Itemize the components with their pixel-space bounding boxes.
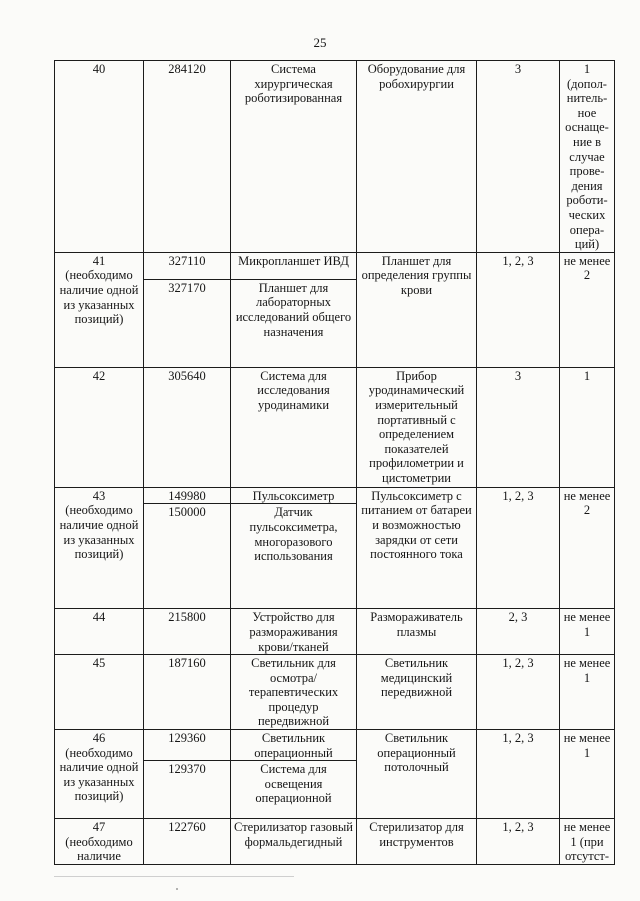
type-cell: Стерилизатор для инструментов [357, 819, 477, 865]
type-cell: Светильник медицинский передвижной [357, 655, 477, 730]
quantity-cell: 1 (допол-нитель-ное оснаще-ние в случае прове-дения роботи-ческих опера-ций) [560, 61, 615, 253]
item-number-cell: 41 (необходимо наличие одной из указанных позиций) [55, 252, 144, 367]
equipment-table [54, 60, 615, 865]
quantity-cell: не менее 1 (при отсутст- [560, 819, 615, 865]
name-cell: Датчик пульсоксиметра, многоразового использования [231, 504, 357, 609]
type-cell: Пульсоксиметр с питанием от батареи и возможностью зарядки от сети постоянного тока [357, 487, 477, 609]
table-row [55, 367, 615, 487]
quantity-cell: не менее 2 [560, 487, 615, 609]
levels-cell: 1, 2, 3 [477, 655, 560, 730]
code-cell: 305640 [144, 367, 231, 487]
item-number-cell: 40 [55, 61, 144, 253]
table-row [55, 819, 615, 865]
type-cell: Планшет для определения группы крови [357, 252, 477, 367]
name-cell: Пульсоксиметр [231, 487, 357, 504]
item-number-cell: 43 (необходимо наличие одной из указанных позиций) [55, 487, 144, 609]
name-cell: Система для исследования уродинамики [231, 367, 357, 487]
name-cell: Светильник операционный [231, 730, 357, 761]
quantity-cell: не менее 1 [560, 655, 615, 730]
code-cell: 284120 [144, 61, 231, 253]
table-row [55, 609, 615, 655]
name-cell: Устройство для размораживания крови/тканей [231, 609, 357, 655]
code-cell: 122760 [144, 819, 231, 865]
name-cell: Планшет для лабораторных исследований общего назначения [231, 279, 357, 367]
table-row [55, 655, 615, 730]
name-cell: Стерилизатор газовый формальдегидный [231, 819, 357, 865]
table-row [55, 730, 615, 761]
levels-cell: 1, 2, 3 [477, 487, 560, 609]
item-number-cell: 46 (необходимо наличие одной из указанных позиций) [55, 730, 144, 819]
scan-speck [176, 888, 178, 890]
quantity-cell: не менее 1 [560, 609, 615, 655]
name-cell: Светильник для осмотра/ терапевтических процедур передвижной [231, 655, 357, 730]
code-cell: 129370 [144, 761, 231, 819]
code-cell: 149980 [144, 487, 231, 504]
quantity-cell: не менее 1 [560, 730, 615, 819]
table-row [55, 252, 615, 279]
code-cell: 187160 [144, 655, 231, 730]
item-number-cell: 44 [55, 609, 144, 655]
code-cell: 129360 [144, 730, 231, 761]
levels-cell: 3 [477, 61, 560, 253]
table-row [55, 487, 615, 504]
item-number-cell: 47 (необходимо наличие [55, 819, 144, 865]
quantity-cell: не менее 2 [560, 252, 615, 367]
code-cell: 327110 [144, 252, 231, 279]
page-number: 25 [313, 35, 327, 50]
name-cell: Система хирургическая роботизированная [231, 61, 357, 253]
type-cell: Светильник операционный потолочный [357, 730, 477, 819]
name-cell: Система для освещения операционной [231, 761, 357, 819]
levels-cell: 1, 2, 3 [477, 819, 560, 865]
levels-cell: 1, 2, 3 [477, 730, 560, 819]
code-cell: 215800 [144, 609, 231, 655]
levels-cell: 1, 2, 3 [477, 252, 560, 367]
item-number-cell: 42 [55, 367, 144, 487]
item-number-cell: 45 [55, 655, 144, 730]
name-cell: Микропланшет ИВД [231, 252, 357, 279]
levels-cell: 3 [477, 367, 560, 487]
levels-cell: 2, 3 [477, 609, 560, 655]
quantity-cell: 1 [560, 367, 615, 487]
type-cell: Оборудование для робохирургии [357, 61, 477, 253]
table-row [55, 61, 615, 253]
type-cell: Прибор уродинамический измерительный портативный с определением показателей профилометрии и цистометрии [357, 367, 477, 487]
type-cell: Размораживатель плазмы [357, 609, 477, 655]
code-cell: 327170 [144, 279, 231, 367]
code-cell: 150000 [144, 504, 231, 609]
scan-edge-line [54, 876, 294, 877]
